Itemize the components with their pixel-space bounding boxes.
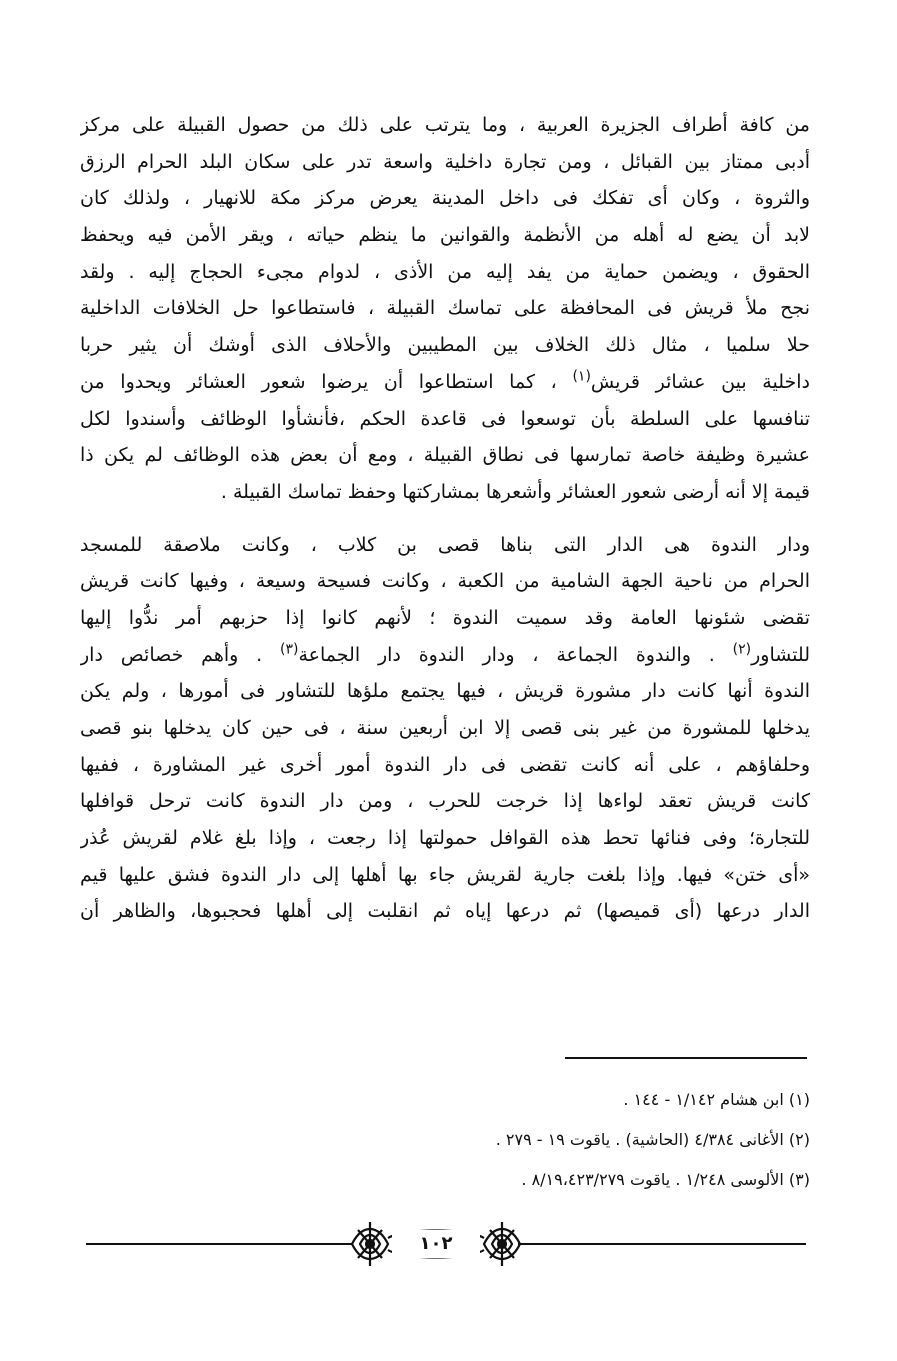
text-line: كانت قريش تعقد لواءها إذا خرجت للحرب ، ومن دار الندوة كانت ترحل قوافلها bbox=[80, 790, 810, 813]
footnote-item: (٢) الأغانى ٤/٣٨٤ (الحاشية) . ياقوت ١٩ - ٢٧٩ . bbox=[495, 1130, 810, 1149]
footnote-item: (١) ابن هشام ١/١٤٢ - ١٤٤ . bbox=[623, 1090, 810, 1109]
text-segment: داخلية بين عشائر قريش bbox=[590, 370, 810, 393]
text-line: الندوة أنها كانت دار مشورة قريش ، فيها يجتمع ملؤها للتشاور فى أمورها ، ولم يكن bbox=[80, 680, 810, 703]
text-line: أدبى ممتاز بين القبائل ، ومن تجارة داخلية واسعة تدر على سكان البلد الحرام الرزق bbox=[80, 150, 810, 173]
text-line: «أى ختن» فيها. وإذا بلغت جارية لقريش جاء بها أهلها إلى دار الندوة فشق عليها قيم bbox=[80, 863, 810, 886]
footer-rule-right bbox=[518, 1243, 806, 1245]
page-number: ١٠٢ bbox=[392, 1230, 480, 1258]
text-line: والثروة ، وكان أى تفكك فى داخل المدينة يعرض مركز مكة للانهيار ، ولذلك كان bbox=[80, 187, 810, 210]
text-line: ودار الندوة هى الدار التى بناها قصى بن كلاب ، وكانت ملاصقة للمسجد bbox=[80, 533, 810, 556]
text-line: الدار درعها (أى قميصها) ثم درعها إياه ثم انقلبت إلى أهلها فحجبوها، والظاهر أن bbox=[80, 900, 810, 923]
text-line bbox=[80, 364, 810, 401]
text-line: لابد أن يضع له أهله من الأنظمة والقوانين ما ينظم حياته ، ويقر الأمن فيه ويحفظ bbox=[80, 224, 810, 247]
footnote-reference[interactable]: (٢) bbox=[732, 641, 752, 658]
text-line: عشيرة وظيفة خاصة تمارسها فى نطاق القبيلة ، ومع أن بعض هذه الوظائف لم يكن ذا bbox=[80, 444, 810, 467]
footnote-divider bbox=[565, 1057, 807, 1059]
text-line: تنافسها على السلطة بأن توسعوا فى قاعدة الحكم ،فأنشأوا الوظائف وأسندوا لكل bbox=[80, 407, 810, 430]
footnotes bbox=[260, 1080, 810, 1200]
text-line: الحرام من ناحية الجهة الشامية من الكعبة ، وكانت فسيحة وسيعة ، وفيها كانت قريش bbox=[80, 570, 810, 593]
footnote-reference[interactable]: (٣) bbox=[280, 641, 299, 658]
text-line: تقضى شئونها العامة وقد سميت الندوة ؛ لأنهم كانوا إذا حزبهم أمر ندُّوا إليها bbox=[80, 606, 810, 629]
text-line: للتجارة؛ وفى فنائها تحط هذه القوافل حمولتها إذا رجعت ، وإذا بلغ غلام لقريش عُذر bbox=[80, 827, 810, 850]
text-segment: . والندوة الجماعة ، ودار الندوة دار الجماعة bbox=[298, 643, 733, 666]
paragraph-gap bbox=[80, 511, 810, 527]
footnote-item: (٣) الألوسى ١/٢٤٨ . ياقوت ٨/١٩،٤٢٣/٢٧٩ . bbox=[521, 1170, 810, 1189]
text-line: قيمة إلا أنه أرضى شعور العشائر وأشعرها بمشاركتها وحفظ تماسك القبيلة . bbox=[220, 480, 810, 503]
text-line: نجح ملأ قريش فى المحافظة على تماسك القبيلة ، فاستطاعوا حل الخلافات الداخلية bbox=[80, 297, 810, 320]
text-line: حلا سلميا ، مثال ذلك الخلاف بين المطيبين والأحلاف الذى أوشك أن يثير حربا bbox=[80, 334, 810, 357]
text-segment: . وأهم خصائص دار bbox=[80, 643, 281, 666]
text-line: من كافة أطراف الجزيرة العربية ، وما يترتب على ذلك من حصول القبيلة على مركز bbox=[80, 114, 810, 136]
text-line: يدخلها للمشورة من غير بنى قصى إلا ابن أربعين سنة ، فى حين كان يدخلها بنو قصى bbox=[80, 717, 810, 739]
text-line: وحلفاؤهم ، على أنه كانت تقضى فى دار الندوة أمور أخرى غير المشاورة ، ففيها bbox=[80, 753, 810, 776]
text-line: الحقوق ، ويضمن حماية من يفد إليه من الأذى ، لدوام مجىء الحجاج إليه . ولقد bbox=[80, 260, 810, 283]
text-segment: ، كما استطاعوا أن يرضوا شعور العشائر ويحدوا من bbox=[80, 370, 573, 393]
footer-rule-left bbox=[86, 1243, 352, 1245]
footnote-reference[interactable]: (١) bbox=[572, 368, 591, 385]
text-line bbox=[80, 637, 810, 674]
main-text bbox=[80, 107, 810, 930]
text-segment: للتشاور bbox=[751, 643, 810, 666]
